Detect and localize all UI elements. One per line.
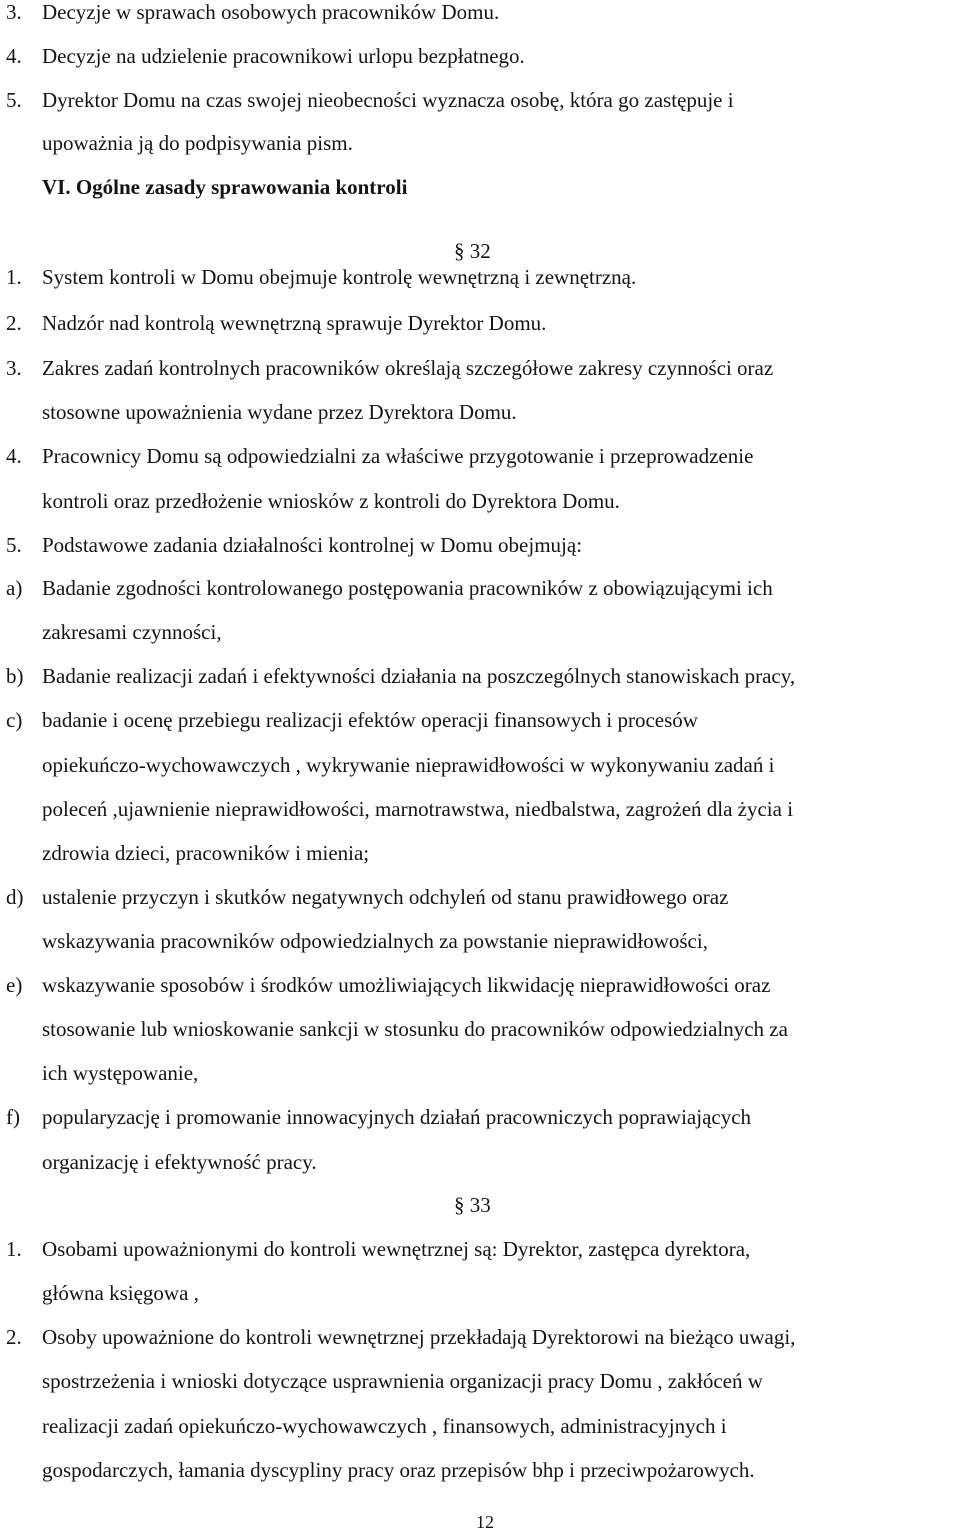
paragraph-number: § 32 [454, 239, 491, 263]
page-number: 12 [476, 1512, 494, 1532]
document-page: 3. Decyzje w sprawach osobowych pracowników Domu. 4. Decyzje na udzielenie pracownikowi urlopu bezpłatnego. 5. Dyrektor Domu na czas swojej nieobecności wyznacza osobę, która go zastępuje i upoważnia ją do podpisywania pism. VI. Ogólne zasady sprawowania kontroli § 32 1. System kontroli w Domu obejmuje kontrolę wewnętrzną i zewnętrzną. 2. Nadzór nad kontrolą wewnętrzną sprawuje Dyrektor Domu. 3. Zakres zadań kontrolnych pracowników określają szczegółowe zakresy czynności oraz stosowne upoważnienia wydane przez Dyrektora Domu. 4. Pracownicy Domu są odpowiedzialni za właściwe przygotowanie i przeprowadzenie kontroli oraz przedłożenie wniosków z kontroli do Dyrektora Domu. 5. Podstawowe zadania działalności kontrolnej w Domu obejmują: a) Badanie zgodności kontrolowanego postępowania pracowników z obowiązującymi ich zakresami czynności, b) Badanie realizacji zadań i efektywności działania na poszczególnych stanowiskach pracy, c) badanie i ocenę przebiegu realizacji efektów operacji finansowych i procesów opiekuńczo-wychowawczych , wykrywanie nieprawidłowości w wykonywaniu zadań i poleceń ,ujawnienie nieprawidłowości, marnotrawstwa, niedbalstwa, zagrożeń dla życia i zdrowia dzieci, pracowników i mienia; d) ustalenie przyczyn i skutków negatywnych odchyleń od stanu prawidłowego oraz wskazywania pracowników odpowiedzialnych za powstanie nieprawidłowości, e) wskazywanie sposobów i środków umożliwiających likwidację nieprawidłowości oraz stosowanie lub wnioskowanie sankcji w stosunku do pracowników odpowiedzialnych za ich występowanie, f) popularyzację i promowanie innowacyjnych działań pracowniczych poprawiających organizację i efektywność pracy. § 33 1. Osobami upoważnionymi do kontroli wewnętrznej są: Dyrektor, zastępca dyrektora, główna księgowa , 2. Osoby upoważnione do kontroli wewnętrznej przekładają Dyrektorowi na bieżąco uwagi, spostrzeżenia i wnioski dotyczące usprawnienia organizacji pracy Domu , zakłóceń w realizacji zadań opiekuńczo-wychowawczych , finansowych, administracyjnych i gospodarczych, łamania dyscypliny pracy oraz przepisów bhp i przeciwpożarowych. 12 [6, 0, 796, 1532]
paragraph-number: § 33 [454, 1193, 491, 1217]
